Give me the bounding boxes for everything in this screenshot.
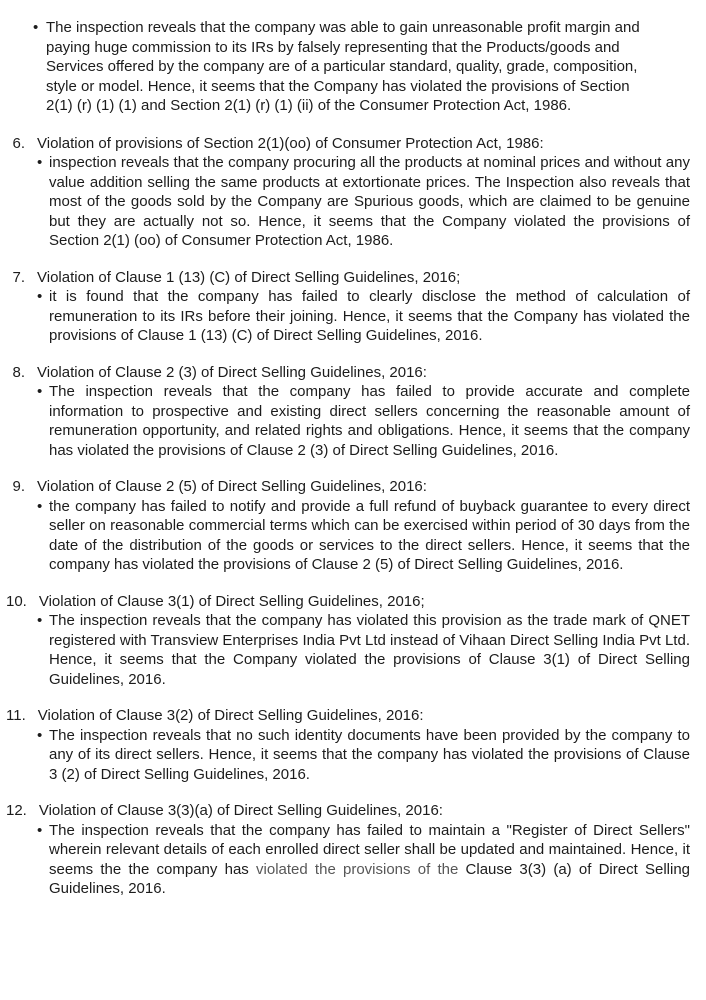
section-8 [6, 363, 690, 461]
section-bullet-text: The inspection reveals that the company has failed to provide accurate and complete information to prospective and existing direct sellers concerning the reasonable amount of remuneration opportunity, and related rights and obligations. Hence, it seems that the company has violated the provisions of Clause 2 (3) of Direct Selling Guidelines, 2016. [49, 383, 690, 459]
section-number: 6. [12, 134, 25, 152]
section-6-heading [6, 134, 690, 154]
section-heading-text: Violation of provisions of Section 2(1)(oo) of Consumer Protection Act, 1986: [37, 134, 544, 152]
section-9-heading [6, 477, 690, 497]
section-11-heading [6, 706, 690, 726]
section-7 [6, 268, 690, 346]
section-heading-text: Violation of Clause 1 (13) (C) of Direct Selling Guidelines, 2016; [37, 268, 461, 286]
section-12 [6, 801, 690, 899]
bullet-icon: • [37, 288, 43, 305]
section-number: 12. [6, 802, 27, 819]
section-bullet-text: it is found that the company has failed to clearly disclose the method of calculation of remuneration to its IRs before their joining. Hence, it seems that the Company has violated the provisions of Clause 1 (13) (C) of Direct Selling Guidelines, 2016. [49, 288, 690, 344]
section-7-bullet [37, 287, 690, 346]
section-heading-text: Violation of Clause 2 (5) of Direct Selling Guidelines, 2016: [37, 478, 427, 495]
section-bullet-text [49, 821, 690, 899]
section-number: 10. [6, 592, 27, 610]
bullet-icon: • [37, 497, 43, 515]
section-heading-text: Violation of Clause 3(3)(a) of Direct Selling Guidelines, 2016: [38, 802, 443, 819]
intro-bullet-item [33, 18, 690, 116]
section-10-bullet [37, 611, 690, 689]
bullet-icon: • [37, 154, 43, 171]
section-number: 11. [6, 707, 26, 724]
section-bullet-text: The inspection reveals that no such identity documents have been provided by the company to any of its direct sellers. Hence, it seems that the company has violated the provisions of Clause 3 (2) of Direct Selling Guidelines, 2016. [49, 726, 690, 783]
section-heading-text: Violation of Clause 2 (3) of Direct Selling Guidelines, 2016: [37, 363, 427, 381]
bullet-icon: • [33, 19, 39, 36]
section-12-bullet [37, 821, 690, 899]
section-10 [6, 592, 690, 690]
bullet-icon: • [37, 726, 43, 744]
section-8-bullet [37, 382, 690, 460]
bullet-text-faded: violated the provisions of the [256, 860, 459, 878]
bullet-icon: • [37, 383, 43, 400]
section-bullet-text: The inspection reveals that the company has violated this provision as the trade mark of QNET registered with Transview Enterprises India Pvt Ltd instead of Vihaan Direct Selling India Pvt Ltd. Hence, it seems that the Company violated the provisions of Clause 3(1) of Direct Selling Guidelines, 2016. [49, 612, 690, 688]
bullet-icon: • [37, 612, 43, 629]
section-bullet-text: inspection reveals that the company procuring all the products at nominal prices and without any value addition selling the same products at extortionate prices. The Inspection also reveals that most of the goods sold by the Company are Spurious goods, which are claimed to be genuine but they are actually not so. Hence, it seems that the Company violated the provisions of Section 2(1) (oo) of Consumer Protection Act, 1986. [49, 154, 690, 249]
section-11-bullet [37, 726, 690, 785]
intro-bullet-text: The inspection reveals that the company was able to gain unreasonable profit margin and paying huge commission to its IRs by falsely representing that the Products/goods and Services offered by the company are of a particular standard, quality, grade, composition, style or model. Hence, it seems that the Company has violated the provisions of Section 2(1) (r) (1) (1) and Section 2(1) (r) (1) (ii) of the Consumer Protection Act, 1986. [46, 19, 640, 114]
section-heading-text: Violation of Clause 3(2) of Direct Selling Guidelines, 2016: [37, 707, 424, 724]
bullet-text-normal: The inspection reveals that the company has failed to maintain a "Register of Direct Sellers" wherein relevant details of each enrolled direct seller shall be updated and maintained. Hence, it seems the the company has [49, 821, 690, 878]
section-number: 7. [12, 268, 25, 286]
section-bullet-text: the company has failed to notify and provide a full refund of buyback guarantee to every direct seller on reasonable commercial terms which can be exercised within period of 30 days from the date of the distribution of the goods or services to the direct sellers. Hence, it seems that the company has violated the provisions of Clause 2 (5) of Direct Selling Guidelines, 2016. [49, 497, 690, 573]
section-6-bullet [37, 153, 690, 251]
section-heading-text: Violation of Clause 3(1) of Direct Selling Guidelines, 2016; [38, 592, 425, 610]
section-10-heading [6, 592, 690, 612]
section-number: 9. [12, 478, 25, 495]
section-9-bullet [37, 497, 690, 575]
section-7-heading [6, 268, 690, 288]
section-6 [6, 134, 690, 251]
section-12-heading [6, 801, 690, 821]
bullet-text-normal: Clause 3(3) (a) of Direct Selling Guidelines, 2016. [49, 860, 691, 897]
bullet-icon: • [37, 821, 43, 839]
section-8-heading [6, 363, 690, 383]
section-9 [6, 477, 690, 575]
section-number: 8. [12, 363, 25, 381]
section-11 [6, 706, 690, 784]
